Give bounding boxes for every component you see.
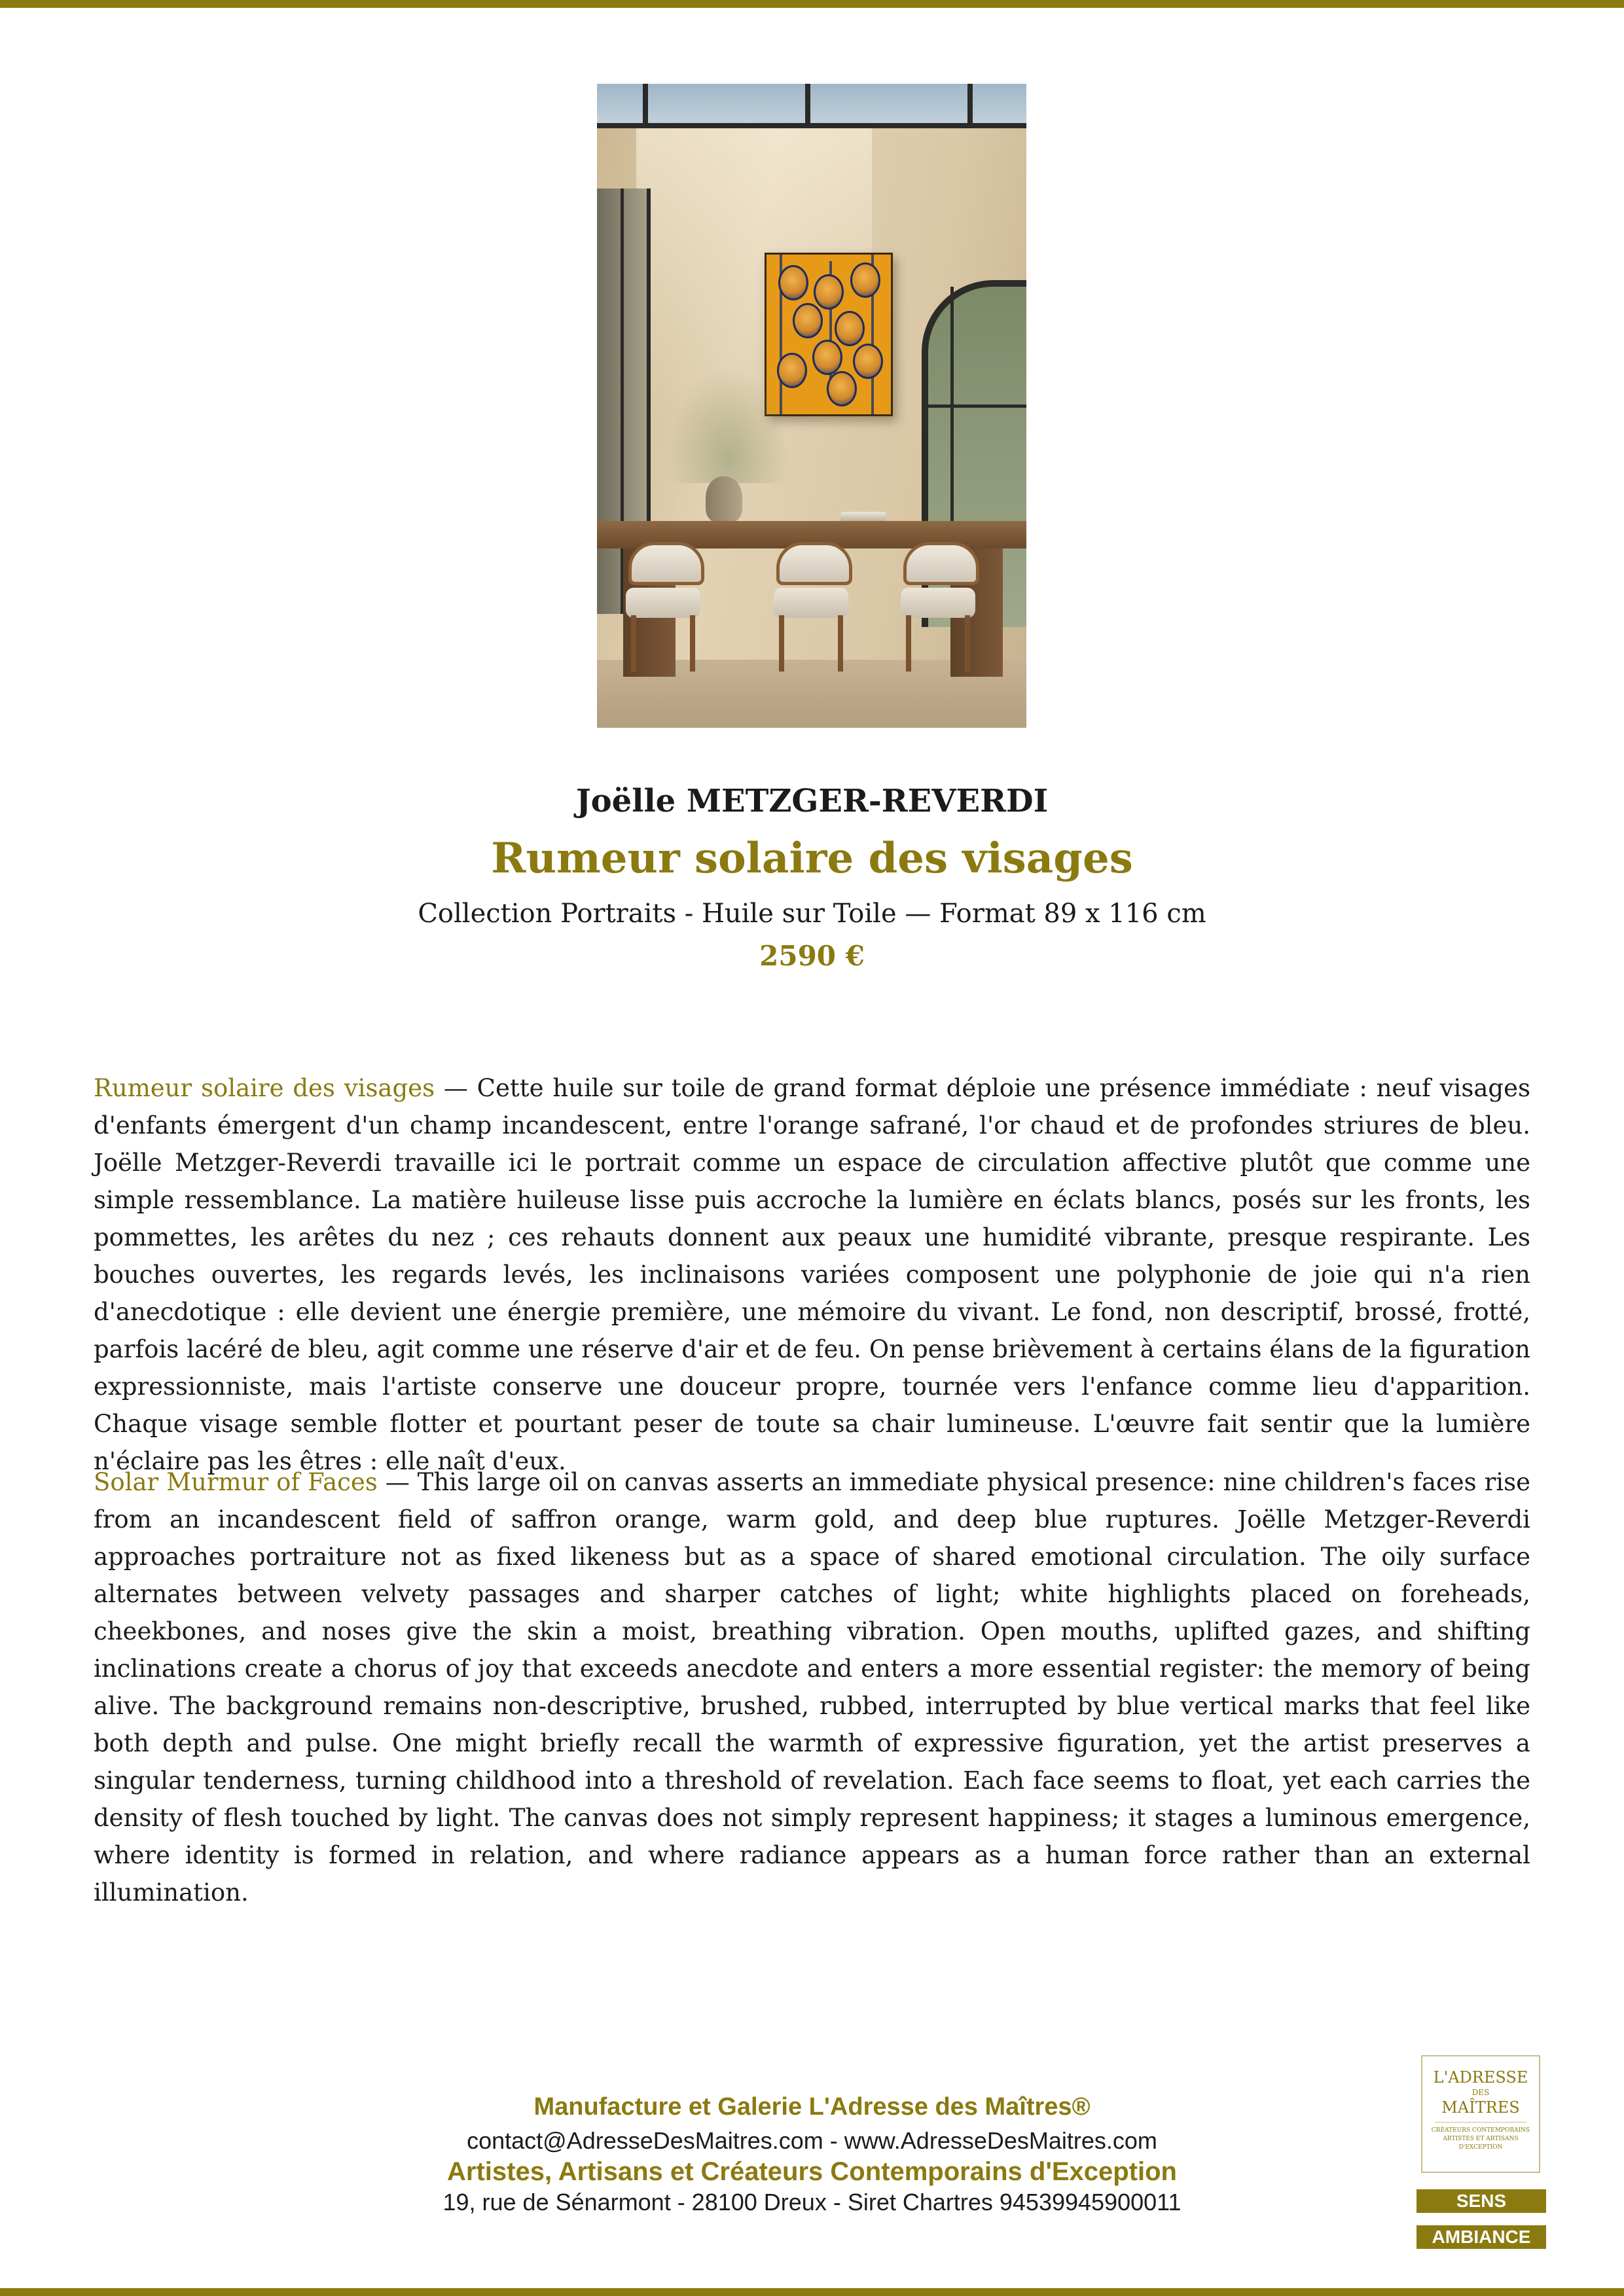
logo-line-4: CRÉATEURS CONTEMPORAINS ARTISTES ET ARTISANS D'EXCEPTION bbox=[1431, 2127, 1530, 2151]
description-english bbox=[94, 1463, 1530, 1911]
artist-name: Joëlle METZGER-REVERDI bbox=[575, 783, 1049, 819]
gallery-logo bbox=[1421, 2055, 1540, 2173]
photo-chair bbox=[772, 542, 850, 673]
footer-tagline: Artistes, Artisans et Créateurs Contemporains d'Exception bbox=[447, 2157, 1177, 2186]
photo-branches bbox=[662, 359, 793, 483]
description-english-text: — This large oil on canvas asserts an immediate physical presence: nine children's faces rise from an incandescent field of saffron orange, warm gold, and deep blue ruptures. Joëlle Metzger-Reverdi approaches portraiture not as fixed likeness but as a space of shared emotional circulation. The oily surface alternates between velvety passages and sharper catches of light; white highlights placed on foreheads, cheekbones, and noses give the skin a moist, breathing vibration. Open mouths, uplifted gazes, and shifting inclinations create a chorus of joy that exceeds anecdote and enters a more essential register: the memory of being alive. The background remains non-descriptive, brushed, rubbed, interrupted by blue vertical marks that feel like both depth and pulse. One might briefly recall the warmth of expressive figuration, yet the artist preserves a singular tenderness, turning childhood into a threshold of revelation. Each face seems to float, yet each carries the density of flesh touched by light. The canvas does not simply represent happiness; it stages a luminous emergence, where identity is formed in relation, and where radiance appears as a human force rather than an external illumination. bbox=[94, 1468, 1530, 1907]
sens-badge: SENS bbox=[1416, 2189, 1546, 2213]
bottom-rule bbox=[0, 2288, 1624, 2296]
photo-chair bbox=[624, 542, 702, 673]
photo-skylight bbox=[597, 84, 1026, 128]
top-rule bbox=[0, 0, 1624, 8]
footer-gallery-name: Manufacture et Galerie L'Adresse des Maîtres® bbox=[533, 2093, 1091, 2121]
footer-contact: contact@AdresseDesMaitres.com - www.AdresseDesMaitres.com bbox=[467, 2127, 1157, 2154]
footer-address: 19, rue de Sénarmont - 28100 Dreux - Siret Chartres 94539945900011 bbox=[442, 2189, 1182, 2215]
logo-line-3: MAÎTRES bbox=[1441, 2098, 1520, 2117]
description-french bbox=[94, 1069, 1530, 1480]
photo-vase bbox=[706, 476, 742, 522]
logo-line-1: L'ADRESSE bbox=[1433, 2068, 1528, 2087]
artwork-photo bbox=[597, 84, 1026, 728]
ambiance-badge: AMBIANCE bbox=[1416, 2225, 1546, 2249]
description-french-text: — Cette huile sur toile de grand format déploie une présence immédiate : neuf visages d'enfants émergent d'un champ incandescent, entre l'orange safrané, l'or chaud et de profondes striures de bleu. Joëlle Metzger-Reverdi travaille ici le portrait comme un espace de circulation affective plutôt que comme une simple ressemblance. La matière huileuse lisse puis accroche la lumière en éclats blancs, posés sur les fronts, les pommettes, les arêtes du nez ; ces rehauts donnent aux peaux une humidité vibrante, presque respirante. Les bouches ouvertes, les regards levés, les inclinaisons variées composent une polyphonie de joie qui n'a rien d'anecdotique : elle devient une énergie première, une mémoire du vivant. Le fond, non descriptif, brossé, frotté, parfois lacéré de bleu, agit comme une réserve d'air et de feu. On pense brièvement à certains élans de la figuration expressionniste, mais l'artiste conserve une douceur propre, tournée vers l'enfance comme lieu d'apparition. Chaque visage semble flotter et pourtant peser de toute sa chair lumineuse. L'œuvre fait sentir que la lumière n'éclaire pas les êtres : elle naît d'eux. bbox=[94, 1074, 1530, 1475]
logo-line-2: DES bbox=[1471, 2088, 1490, 2097]
description-french-title: Rumeur solaire des visages bbox=[94, 1074, 435, 1102]
logo-divider bbox=[1435, 2122, 1526, 2123]
artwork-price: 2590 € bbox=[759, 940, 865, 972]
artwork-title: Rumeur solaire des visages bbox=[491, 834, 1133, 883]
photo-chair bbox=[899, 542, 977, 673]
artwork-details: Collection Portraits - Huile sur Toile — Format 89 x 116 cm bbox=[418, 899, 1206, 929]
description-english-title: Solar Murmur of Faces bbox=[94, 1468, 378, 1496]
